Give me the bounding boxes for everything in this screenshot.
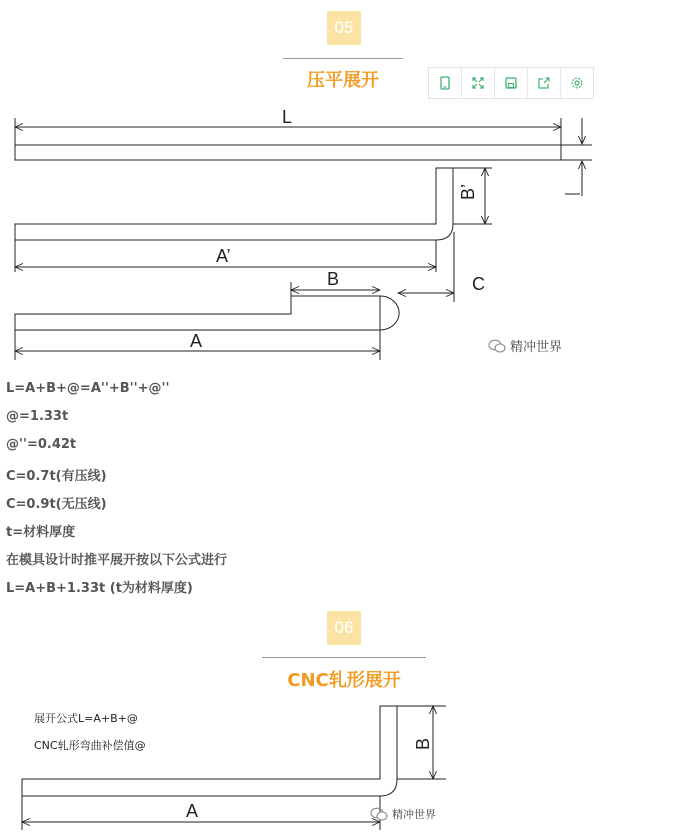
section-number-badge [327,611,361,645]
formula-line-5: C=0.9t(无压线) [6,497,107,512]
wechat-icon [370,807,388,821]
note-formula: 展开公式L=A+B+@ [34,712,138,725]
watermark [370,806,436,822]
formula-line-3: @''=0.42t [6,437,77,452]
label-A: A [190,331,203,351]
label-B: B [327,269,340,289]
label-A: A [186,801,199,821]
wechat-icon [488,339,506,353]
section-number: 06 [334,618,354,637]
watermark [488,336,562,355]
formula-line-6: t=材料厚度 [6,525,76,540]
flatten-diagram [0,0,689,380]
watermark-text: 精冲世界 [392,808,436,821]
label-C: C [472,274,485,294]
watermark-text: 精冲世界 [510,340,563,355]
divider [262,657,426,658]
label-A-prime: A’ [216,246,231,266]
formula-line-4: C=0.7t(有压线) [6,469,107,484]
label-B: B [413,737,433,750]
note-compensation: CNC轧形弯曲补偿值@ [34,739,146,752]
section-number: 05 [334,18,354,37]
label-B-prime: B’ [458,183,478,200]
formula-line-2: @=1.33t [6,409,69,424]
formula-line-1: L=A+B+@=A''+B''+@'' [6,381,170,396]
section-title: 压平展开 [307,70,379,91]
formula-line-7: 在模具设计时推平展开按以下公式进行 [6,553,228,568]
section-title: CNC轧形展开 [287,670,401,691]
formula-line-8: L=A+B+1.33t (t为材料厚度) [6,581,193,596]
label-L: L [282,107,293,127]
